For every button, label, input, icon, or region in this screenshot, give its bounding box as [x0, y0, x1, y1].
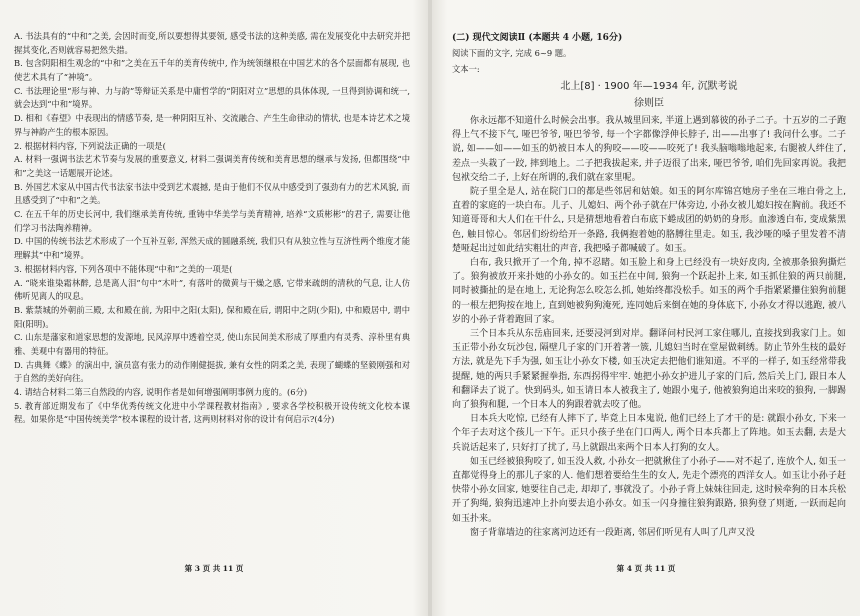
- page-3-footer: 第 3 页 共 11 页: [184, 564, 244, 573]
- article-title: 北上[8] · 1900 年—1934 年, 沉默考说: [560, 81, 738, 92]
- left-p0: A. 书法具有的“中和”之美, 会因时而变,所以要想得其要领, 感受书法的这种美感, 需在发展变化中去研究并把握其变化,否则就容易把然失措。: [14, 31, 410, 55]
- left-p5: A. 材料一强调书法艺术节奏与发展的重要意义, 材料二强调美育传统和美育思想的继承与发扬, 但都围绕“中和”之美这一话题展开论述。: [14, 154, 410, 178]
- left-p4: 2. 根据材料内容, 下列说法正确的一项是(: [14, 140, 166, 151]
- left-text: [14, 30, 410, 427]
- left-p15: 5. 教育部近期发布了《中华优秀传统文化进中小学课程教材指南》, 要求各学校积极开设传统文化校本课程。如果你是“中国传统美学”校本课程的设计者, 这两则材料对你的设计有何启示?(4分): [14, 400, 410, 425]
- page-4: [432, 0, 860, 616]
- article-p0: 你永远都不知道什么时候会出事。我从城里回来, 半道上遇到慕彼的孙子二子。十五岁的二子跑得上气不接下气, 哑巴爷爷, 哑巴爷爷, 每一个字都像浮伸长脖子, 出——出事了! 我问什么事。二子说, 如——如——如玉的奶被日本人的狗咬——咬——咬死了! 我头脑嗡嗡地起来, 右腿被人绊住了, 差点一头栽了一跤, 摔到地上。二子把我拔起来, 并子迈很了出来, 哑巴爷爷, 咱们先回家再说。我把包袱交给二子, 上好在所谓的,我们就在家里呢。: [452, 116, 846, 183]
- left-p2: C. 书法理论里“形与神、力与韵”等辩证关系是中庸哲学的“阴阳对立”思想的具体体现, 一旦得到协调和统一, 就会达到“中和”境界。: [14, 85, 410, 110]
- left-p8: D. 中国的传统书法艺术形成了一个互补互彰, 浑然天成的圆融系统, 我们只有从独立性与互济性两个维度才能理解其“中和”境界。: [14, 236, 410, 260]
- article-body: [452, 114, 846, 540]
- page-3: [0, 0, 428, 616]
- article-p1: 院子里全是人, 站在院门口的都是些邻居和姑娘。如玉的阿尔库锦宫她房子坐在三堆白骨之上, 直着的家庭的一块白布。儿子、儿媳妇、两个孙子就在尸体旁边, 小孙女被儿媳妇按在胸前。我还不知道哥哥和大人们在干什么, 只是猜想地看着白布底下蜷成团的奶奶的身形。血渗透白布, 变成紫黑色, 触目惊心。邻居们纷纷给开一条路, 我俩抱着她的胳膊往里走。如玉, 我沙哑的嗓子里发着不清楚哑起出过如此结实粗壮的声音, 我把嗓子都喊破了。如玉。: [452, 187, 846, 254]
- left-p6: B. 外国艺术家从中国古代书法家书法中受到艺术震撼, 是由于他们不仅从中感受到了强劲有力的艺术风貌, 而且感受到了“中和”之美。: [14, 181, 410, 206]
- section-heading: (二) 现代文阅读Ⅱ (本题共 4 小题, 16分): [452, 33, 623, 43]
- article-p5: 如玉已经被狼狗咬了, 如玉没人救, 小孙女一把就揪住了小孙子——对不起了, 连放个人, 如玉一直都觉得身上的那儿子家的人. 他们想着要给生生的女人, 先走个漂亮的西洋女人。如玉让小孙子赶快带小孙女回家, 她要往自己走, 却却了, 事就没了。小孙子背上妹妹往回走, 这时候牵狗的日本兵松开了狗绳, 狼狗迅速冲上扑向要去追小孙女。如玉一闪身撞往狼狗跟路, 狼狗登了则逝, 一跃而起向如玉扑来。: [452, 456, 846, 524]
- article-p2: 白布, 我只掀开了一个角, 掉不忍睹。如玉脸上和身上已经没有一块好皮肉, 全被那条狼狗撕烂了。狼狗被放开来扑她的小孙女的。如玉拦在中间, 狼狗一个跃起扑上来, 如玉抓住狼的两只前腿, 同时被撕扯的是在地上, 无论狗怎么咬怎么抓, 她始终都没松手。如玉的两个手指紧紧攥住狼狗前腿的一根左把狗按在地上, 直到她被狗狗淹死, 连同她后来倒在她的身体底下, 小孙女才得以逃跑, 被八岁的小孙子背着跑回了家。: [452, 258, 846, 325]
- article-author: 徐则臣: [634, 98, 664, 109]
- page-4-footer: 第 4 页 共 11 页: [616, 564, 676, 573]
- left-p13: D. 古典舞《蝶》的演出中, 演员富有张力的动作刚健挺拔, 兼有女性的阴柔之美, 表现了蝴蝶的坚毅刚强和对于自然的美好向往。: [14, 359, 410, 384]
- left-p10: A. “晓来谁染霜林醉, 总是离人泪”句中“木叶”, 有落叶的微黄与干燥之感, 它带来疏朗的清秋的气息, 让人仿佛听见离人的叹息。: [14, 277, 410, 302]
- left-p9: 3. 根据材料内容, 下列各项中不能体现“中和”之美的一项是(: [14, 263, 233, 274]
- left-p12: C. 山东是藩家和道家思想的发源地, 民风淳厚中透着空灵, 使山东民间美术形成了厚重内有灵秀、淳朴里有典雅、美观中有器用的特征。: [14, 332, 410, 356]
- article-p4: 日本兵大吃惊, 已经有人摔下了, 毕竟上日本鬼说, 他们已经上了才干的是: 就跟小孙女, 下来一个年子去对这个孩儿一下午。正只小孩子坐在门口两人, 两个日本兵都上了阵地。如玉去翻, 去是大兵说话起来了, 只好打了扰了, 马上就跟出来两个日本人打狗的女人。: [452, 414, 846, 453]
- instruction: 阅读下面的文字, 完成 6~9 题。: [452, 48, 572, 58]
- article-p6: 窗子背靠墙边的往家离河边还有一段距离, 邻居们听见有人叫了几声又没: [470, 527, 755, 538]
- article-p3: 三个日本兵从东岳庙回来, 还要浸河到对岸。翻译问村民河工家住哪儿, 直接找到我家门上。如玉正带小孙女玩沙包, 隔壁几子家的门开着著一簇, 儿媳妇当时在堂屋做刺绣。防止节外生枝的最好方法, 就是先下手为强, 如玉让小孙女下楼, 如玉决定去把他们谁知道。不平的一样子, 如玉经常带我提醒, 她的两只手紧紧握拳指, 东西拐得牢牢. 她把小孙女护进儿子家的门后, 然后关上门, 跟日本人和翻译去了说了。快到码头, 如玉请日本人被我主了, 她跟小鬼子, 他被狼狗追出来咬的狼狗, 一脚踢向了狼狗和腿, 一个日本人的狗跟着就去咬了他。: [452, 329, 846, 411]
- left-p1: B. 包含阴阳相生观念的“中和”之美在五千年的美育传统中, 作为统领继根在中国艺术的各个层面都有展现, 也使艺术具有了“神境”。: [14, 58, 410, 82]
- text-one-label: 文本一:: [452, 64, 480, 74]
- left-p11: B. 紫禁城的外朝前三殿, 太和殿在前, 为阳中之阳(太阳), 保和殿在后, 谓阳中之阴(少阳), 中和殿居中, 谓中阳(阳明)。: [14, 304, 410, 329]
- left-p3: D. 相和《春望》中表现出的情感节奏, 是一种阴阳互补、交流融合、产生生命律动的情状, 也是本诗艺术之境界与神韵产生的根本原因。: [14, 113, 410, 137]
- left-p14: 4. 请结合材料二第三自然段的内容, 说明作者是如何增强阐明事例力度的。(6分): [14, 387, 308, 398]
- left-p7: C. 在五千年的历史长河中, 我们继承美育传统, 重铸中华美学与美育精神, 培养“文质彬彬”的君子, 需要让他们学习书法陶养精神。: [14, 209, 410, 233]
